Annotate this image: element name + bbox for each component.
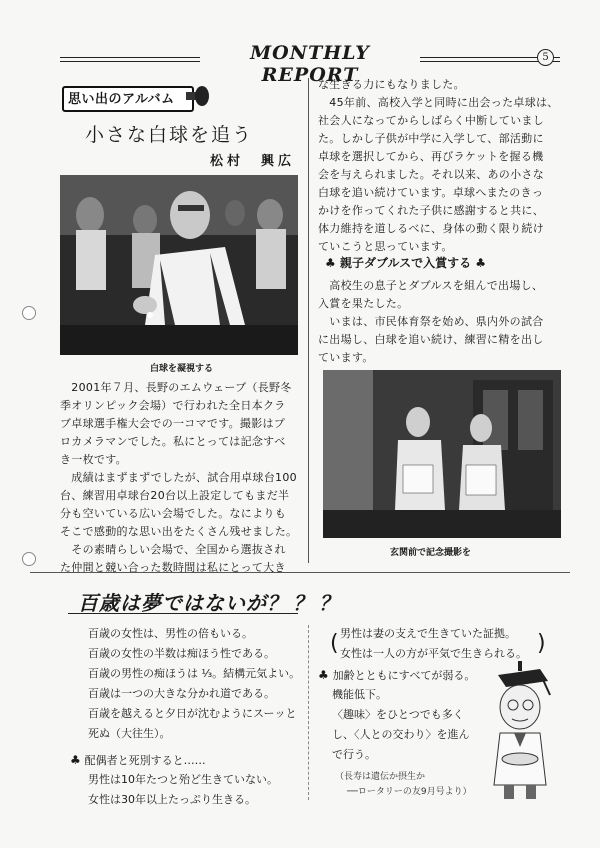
list-line: で行う。 bbox=[332, 748, 376, 761]
lower-left-list bbox=[88, 624, 300, 744]
paragraph-line: 2001年７月、長野のエムウェーブ（長野冬 bbox=[60, 381, 292, 394]
ping-pong-paddle-icon bbox=[195, 86, 209, 106]
list-line: 女性は30年以上たっぷり生きる。 bbox=[88, 793, 256, 806]
aging-lines bbox=[332, 685, 470, 765]
aging-heading-text: 加齢とともにすべてが弱る。 bbox=[332, 669, 476, 682]
paragraph-line: 会を与えられました。それ以来、あの小さな bbox=[318, 168, 544, 181]
paragraph-line: 台、練習用卓球台20台以上設定してもまだ半 bbox=[60, 489, 290, 502]
paragraph-line: そこで感動的な思い出をたくさん残せました。 bbox=[60, 525, 298, 538]
spouse-heading bbox=[70, 750, 206, 771]
spouse-lines bbox=[88, 770, 278, 810]
lower-title-underline bbox=[68, 613, 298, 614]
list-line: 百歳の女性は、男性の倍もいる。 bbox=[88, 627, 253, 640]
article-author: 松村 興広 bbox=[210, 154, 296, 169]
page-number: 5 bbox=[537, 49, 554, 66]
paragraph-line: に出場し、白球を追い続け、練習に精を出し bbox=[318, 333, 544, 346]
paragraph-line: 体力維持を道しるべに、身体の動く限り続け bbox=[318, 222, 544, 235]
list-line: 百歳は一つの大きな分かれ道である。 bbox=[88, 687, 275, 700]
paragraph-line: た仲間と競い合った数時間は私にとって大き bbox=[60, 561, 286, 574]
section-body bbox=[318, 277, 568, 367]
doctor-cartoon-illustration bbox=[478, 655, 558, 805]
source-line: （長寿は遺伝か摂生か bbox=[335, 772, 426, 782]
paragraph-line: な生きる力にもなりました。 bbox=[318, 78, 465, 91]
club-icon: ♣ bbox=[70, 753, 85, 767]
aging-heading bbox=[318, 665, 475, 686]
paragraph-line: 45年前、高校入学と同時に出会った卓球は、 bbox=[318, 96, 559, 109]
paragraph-line: その素晴らしい会場で、全国から選抜され bbox=[60, 543, 286, 556]
paragraph-line: 卓球を選択してから、再びラケットを握る機 bbox=[318, 150, 544, 163]
album-label: 思い出のアルバム bbox=[68, 92, 175, 107]
paragraph-line: ロカメラマンでした。私にとっては記念すべ bbox=[60, 435, 286, 448]
paragraph-line: た。しかし子供が中学に入学して、部活動に bbox=[318, 132, 544, 145]
paragraph-line: 成績はまずまずでしたが、試合用卓球台100 bbox=[60, 471, 297, 484]
club-icon: ♣ bbox=[325, 256, 340, 270]
lower-title-text: 百歳は夢ではないが bbox=[78, 591, 267, 615]
photo2-illustration bbox=[323, 370, 561, 538]
paragraph-line: 社会人になってからしばらく中断していまし bbox=[318, 114, 544, 127]
paragraph-line: ていこうと思っています。 bbox=[318, 240, 453, 253]
article-title: 小さな白球を追う bbox=[85, 124, 254, 146]
spouse-heading-text: 配偶者と死別すると…… bbox=[84, 754, 206, 767]
bracket-right: ) bbox=[537, 631, 546, 656]
list-line: 百歳の男性の痴ほうは ⅓。結構元気よい。 bbox=[88, 667, 301, 680]
section-separator bbox=[30, 572, 570, 573]
paragraph-line: 入賞を果たした。 bbox=[318, 297, 409, 310]
paragraph-line: いまは、市民体育祭を始め、県内外の試合 bbox=[318, 315, 544, 328]
list-line: 死ぬ（大往生）。 bbox=[88, 727, 171, 740]
lower-title-suffix: ？？？ bbox=[267, 591, 345, 615]
bracket-left: ( bbox=[330, 631, 339, 656]
header-title: MONTHLY REPORT bbox=[200, 42, 420, 86]
photo-table-tennis-player bbox=[60, 175, 298, 355]
section-heading-text: 親子ダブルスで入賞する bbox=[339, 256, 472, 270]
photo1-caption: 白球を凝視する bbox=[150, 364, 214, 374]
photo-illustration bbox=[60, 175, 298, 355]
article-right-column bbox=[318, 76, 568, 256]
paragraph-line: ブ卓球選手権大会での一コマです。撮影はプ bbox=[60, 417, 286, 430]
paragraph-line: 分も空いている広い会場でした。なによりも bbox=[60, 507, 286, 520]
column-divider bbox=[308, 78, 309, 563]
lower-column-divider bbox=[308, 625, 309, 800]
list-line: 百歳の女性の半数は痴ほう性である。 bbox=[88, 647, 275, 660]
paragraph-line: ています。 bbox=[318, 351, 374, 364]
paragraph-line: 高校生の息子とダブルスを組んで出場し、 bbox=[318, 279, 544, 292]
paragraph-line: 白球を追い続けています。卓球へまたのきっ bbox=[318, 186, 544, 199]
list-line: し、〈人との交わり〉を進ん bbox=[332, 728, 470, 741]
article-left-column bbox=[60, 379, 305, 577]
source-line: ──ロータリーの友9月号より） bbox=[347, 787, 472, 797]
photo-father-and-son bbox=[323, 370, 561, 538]
photo2-caption: 玄関前で記念撮影を bbox=[390, 548, 472, 558]
club-icon: ♣ bbox=[318, 668, 333, 682]
list-line: 男性は10年たつと殆ど生きていない。 bbox=[88, 773, 278, 786]
list-line: 女性は一人の方が平気で生きられる。 bbox=[340, 647, 527, 660]
club-icon: ♣ bbox=[471, 256, 487, 270]
paragraph-line: き一枚です。 bbox=[60, 453, 127, 466]
paragraph-line: かけを作ってくれた子供に感謝すると共に、 bbox=[318, 204, 544, 217]
binder-hole bbox=[22, 552, 36, 566]
lower-title bbox=[78, 587, 345, 616]
binder-hole bbox=[22, 306, 36, 320]
paragraph-line: 季オリンピック会場）で行われた全日本クラ bbox=[60, 399, 286, 412]
list-line: 機能低下。 bbox=[332, 688, 387, 701]
list-line: 〈趣味〉をひとつでも多く bbox=[332, 708, 464, 721]
source-note bbox=[335, 770, 472, 800]
section-heading bbox=[325, 254, 486, 271]
list-line: 百歳を越えると夕日が沈むようにスーッと bbox=[88, 707, 297, 720]
list-line: 男性は妻の支えで生きていた証拠。 bbox=[340, 627, 516, 640]
